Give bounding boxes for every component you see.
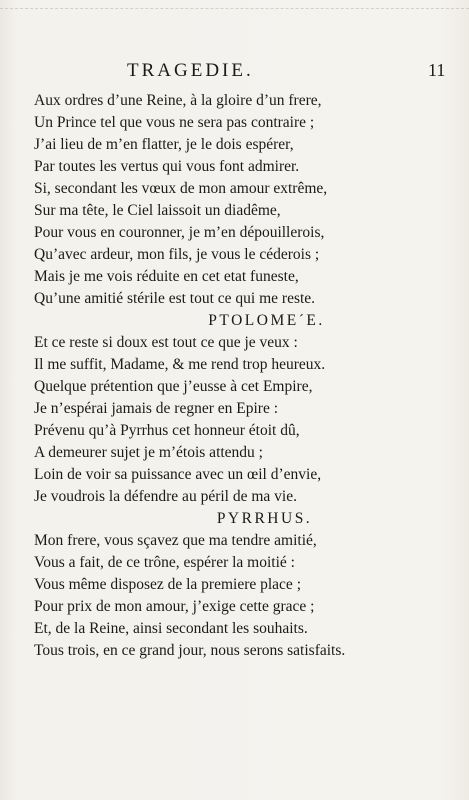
verse-line: Vous même disposez de la premiere place ; <box>34 576 301 593</box>
verse-line: Mais je me vois réduite en cet etat funeste, <box>34 268 299 285</box>
verse-line: Il me suffit, Madame, & me rend trop heureux. <box>34 356 326 373</box>
verse-line: J’ai lieu de m’en flatter, je le dois espérer, <box>34 136 294 153</box>
verse-line: Tous trois, en ce grand jour, nous serons satisfaits. <box>34 642 346 659</box>
page-number: 11 <box>428 60 446 80</box>
verse-line: Qu’une amitié stérile est tout ce qui me reste. <box>34 290 316 307</box>
verse-line: Prévenu qu’à Pyrrhus cet honneur étoit dû, <box>34 422 300 439</box>
verse-line: A demeurer sujet je m’étois attendu ; <box>34 444 263 461</box>
verse-line: Je n’espérai jamais de regner en Epire : <box>34 400 279 417</box>
speaker-heading-pyrrhus: PYRRHUS. <box>216 510 313 527</box>
verse-line: Loin de voir sa puissance avec un œil d’envie, <box>34 466 322 483</box>
page-header <box>0 60 469 88</box>
verse-line: Aux ordres d’une Reine, à la gloire d’un frere, <box>34 92 322 109</box>
verse-line: Et ce reste si doux est tout ce que je veux : <box>34 334 298 351</box>
verse-line: Je voudrois la défendre au péril de ma vie. <box>34 488 297 505</box>
verse-line: Sur ma tête, le Ciel laissoit un diadême, <box>34 202 281 219</box>
running-title: TRAGEDIE. <box>127 60 254 81</box>
verse-line: Par toutes les vertus qui vous font admirer. <box>34 158 300 175</box>
verse-line: Quelque prétention que j’eusse à cet Empire, <box>34 378 313 395</box>
verse-line: Et, de la Reine, ainsi secondant les souhaits. <box>34 620 308 637</box>
page-top-edge <box>0 8 469 9</box>
verse-line: Vous a fait, de ce trône, espérer la moitié : <box>34 554 295 571</box>
speaker-heading-ptolome: PTOLOMEˊE. <box>208 312 325 329</box>
verse-line: Mon frere, vous sçavez que ma tendre amitié, <box>34 532 317 549</box>
verse-line: Un Prince tel que vous ne sera pas contraire ; <box>34 114 315 131</box>
verse-line: Si, secondant les vœux de mon amour extrême, <box>34 180 328 197</box>
verse-line: Qu’avec ardeur, mon fils, je vous le céderois ; <box>34 246 320 263</box>
verse-line: Pour vous en couronner, je m’en dépouillerois, <box>34 224 325 241</box>
verse-block <box>34 90 459 662</box>
verse-line: Pour prix de mon amour, j’exige cette grace ; <box>34 598 315 615</box>
